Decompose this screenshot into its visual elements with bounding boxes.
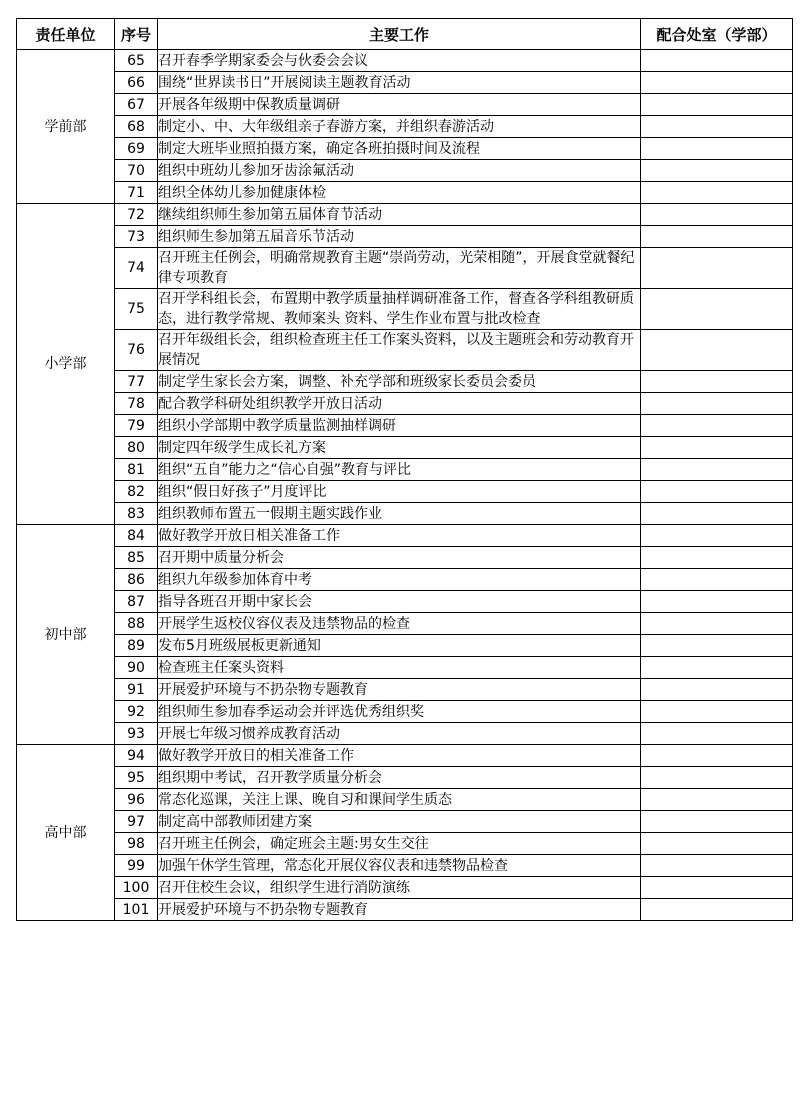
table-row bbox=[17, 459, 793, 481]
main-task-cell: 开展七年级习惯养成教育活动 bbox=[158, 723, 641, 745]
cooperating-office-cell bbox=[641, 613, 793, 635]
header-no: 序号 bbox=[115, 19, 158, 50]
table-row bbox=[17, 525, 793, 547]
table-row bbox=[17, 371, 793, 393]
cooperating-office-cell bbox=[641, 481, 793, 503]
main-task-cell: 组织师生参加第五届音乐节活动 bbox=[158, 226, 641, 248]
table-row bbox=[17, 745, 793, 767]
cooperating-office-cell bbox=[641, 657, 793, 679]
table-row bbox=[17, 701, 793, 723]
cooperating-office-cell bbox=[641, 94, 793, 116]
serial-number-cell: 100 bbox=[115, 877, 158, 899]
serial-number-cell: 98 bbox=[115, 833, 158, 855]
main-task-cell: 常态化巡课，关注上课、晚自习和课间学生质态 bbox=[158, 789, 641, 811]
table-row bbox=[17, 613, 793, 635]
header-task: 主要工作 bbox=[158, 19, 641, 50]
serial-number-cell: 96 bbox=[115, 789, 158, 811]
responsible-unit-cell: 小学部 bbox=[17, 204, 115, 525]
table-row bbox=[17, 503, 793, 525]
table-row bbox=[17, 248, 793, 289]
table-row bbox=[17, 116, 793, 138]
table-row bbox=[17, 330, 793, 371]
main-task-cell: 召开学科组长会，布置期中教学质量抽样调研准备工作，督查各学科组教研质态，进行教学常规、教师案头 资料、学生作业布置与批改检查 bbox=[158, 289, 641, 330]
main-task-cell: 组织全体幼儿参加健康体检 bbox=[158, 182, 641, 204]
main-task-cell: 指导各班召开期中家长会 bbox=[158, 591, 641, 613]
main-task-cell: 组织期中考试，召开教学质量分析会 bbox=[158, 767, 641, 789]
serial-number-cell: 87 bbox=[115, 591, 158, 613]
table-row bbox=[17, 635, 793, 657]
cooperating-office-cell bbox=[641, 393, 793, 415]
cooperating-office-cell bbox=[641, 371, 793, 393]
cooperating-office-cell bbox=[641, 415, 793, 437]
serial-number-cell: 84 bbox=[115, 525, 158, 547]
cooperating-office-cell bbox=[641, 525, 793, 547]
main-task-cell: 开展各年级期中保教质量调研 bbox=[158, 94, 641, 116]
cooperating-office-cell bbox=[641, 330, 793, 371]
work-plan-table bbox=[16, 18, 793, 921]
main-task-cell: 做好教学开放日的相关准备工作 bbox=[158, 745, 641, 767]
main-task-cell: 组织教师布置五一假期主题实践作业 bbox=[158, 503, 641, 525]
serial-number-cell: 65 bbox=[115, 50, 158, 72]
cooperating-office-cell bbox=[641, 833, 793, 855]
serial-number-cell: 77 bbox=[115, 371, 158, 393]
cooperating-office-cell bbox=[641, 50, 793, 72]
serial-number-cell: 68 bbox=[115, 116, 158, 138]
responsible-unit-cell: 高中部 bbox=[17, 745, 115, 921]
table-row bbox=[17, 569, 793, 591]
serial-number-cell: 81 bbox=[115, 459, 158, 481]
serial-number-cell: 71 bbox=[115, 182, 158, 204]
serial-number-cell: 72 bbox=[115, 204, 158, 226]
table-row bbox=[17, 226, 793, 248]
serial-number-cell: 101 bbox=[115, 899, 158, 921]
serial-number-cell: 78 bbox=[115, 393, 158, 415]
cooperating-office-cell bbox=[641, 138, 793, 160]
table-row bbox=[17, 679, 793, 701]
cooperating-office-cell bbox=[641, 767, 793, 789]
responsible-unit-cell: 学前部 bbox=[17, 50, 115, 204]
serial-number-cell: 79 bbox=[115, 415, 158, 437]
main-task-cell: 召开班主任例会，明确常规教育主题“崇尚劳动，光荣相随”，开展食堂就餐纪律专项教育 bbox=[158, 248, 641, 289]
header-coop: 配合处室（学部） bbox=[641, 19, 793, 50]
serial-number-cell: 82 bbox=[115, 481, 158, 503]
table-row bbox=[17, 138, 793, 160]
table-row bbox=[17, 289, 793, 330]
table-row bbox=[17, 657, 793, 679]
table-row bbox=[17, 767, 793, 789]
cooperating-office-cell bbox=[641, 877, 793, 899]
cooperating-office-cell bbox=[641, 745, 793, 767]
serial-number-cell: 91 bbox=[115, 679, 158, 701]
table-row bbox=[17, 50, 793, 72]
main-task-cell: 开展爱护环境与不扔杂物专题教育 bbox=[158, 679, 641, 701]
main-task-cell: 制定四年级学生成长礼方案 bbox=[158, 437, 641, 459]
serial-number-cell: 74 bbox=[115, 248, 158, 289]
main-task-cell: 开展爱护环境与不扔杂物专题教育 bbox=[158, 899, 641, 921]
main-task-cell: 制定高中部教师团建方案 bbox=[158, 811, 641, 833]
table-row bbox=[17, 899, 793, 921]
serial-number-cell: 76 bbox=[115, 330, 158, 371]
table-row bbox=[17, 160, 793, 182]
main-task-cell: 检查班主任案头资料 bbox=[158, 657, 641, 679]
cooperating-office-cell bbox=[641, 437, 793, 459]
table-row bbox=[17, 723, 793, 745]
cooperating-office-cell bbox=[641, 635, 793, 657]
main-task-cell: 制定学生家长会方案，调整、补充学部和班级家长委员会委员 bbox=[158, 371, 641, 393]
cooperating-office-cell bbox=[641, 569, 793, 591]
table-body bbox=[17, 50, 793, 921]
serial-number-cell: 95 bbox=[115, 767, 158, 789]
table-row bbox=[17, 72, 793, 94]
serial-number-cell: 69 bbox=[115, 138, 158, 160]
table-row bbox=[17, 393, 793, 415]
main-task-cell: 组织“五自”能力之“信心自强”教育与评比 bbox=[158, 459, 641, 481]
cooperating-office-cell bbox=[641, 701, 793, 723]
main-task-cell: 开展学生返校仪容仪表及违禁物品的检查 bbox=[158, 613, 641, 635]
cooperating-office-cell bbox=[641, 503, 793, 525]
cooperating-office-cell bbox=[641, 182, 793, 204]
table-row bbox=[17, 437, 793, 459]
cooperating-office-cell bbox=[641, 679, 793, 701]
table-row bbox=[17, 855, 793, 877]
cooperating-office-cell bbox=[641, 899, 793, 921]
main-task-cell: 召开住校生会议，组织学生进行消防演练 bbox=[158, 877, 641, 899]
main-task-cell: 召开期中质量分析会 bbox=[158, 547, 641, 569]
table-row bbox=[17, 415, 793, 437]
main-task-cell: 制定大班毕业照拍摄方案，确定各班拍摄时间及流程 bbox=[158, 138, 641, 160]
serial-number-cell: 67 bbox=[115, 94, 158, 116]
serial-number-cell: 75 bbox=[115, 289, 158, 330]
serial-number-cell: 80 bbox=[115, 437, 158, 459]
responsible-unit-cell: 初中部 bbox=[17, 525, 115, 745]
main-task-cell: 组织中班幼儿参加牙齿涂氟活动 bbox=[158, 160, 641, 182]
cooperating-office-cell bbox=[641, 204, 793, 226]
main-task-cell: 继续组织师生参加第五届体育节活动 bbox=[158, 204, 641, 226]
cooperating-office-cell bbox=[641, 459, 793, 481]
table-row bbox=[17, 547, 793, 569]
table-row bbox=[17, 811, 793, 833]
serial-number-cell: 92 bbox=[115, 701, 158, 723]
main-task-cell: 组织九年级参加体育中考 bbox=[158, 569, 641, 591]
cooperating-office-cell bbox=[641, 591, 793, 613]
serial-number-cell: 70 bbox=[115, 160, 158, 182]
header-unit: 责任单位 bbox=[17, 19, 115, 50]
cooperating-office-cell bbox=[641, 289, 793, 330]
serial-number-cell: 85 bbox=[115, 547, 158, 569]
table-row bbox=[17, 877, 793, 899]
cooperating-office-cell bbox=[641, 248, 793, 289]
main-task-cell: 召开年级组长会，组织检查班主任工作案头资料，以及主题班会和劳动教育开展情况 bbox=[158, 330, 641, 371]
serial-number-cell: 93 bbox=[115, 723, 158, 745]
table-row bbox=[17, 591, 793, 613]
serial-number-cell: 66 bbox=[115, 72, 158, 94]
table-row bbox=[17, 204, 793, 226]
serial-number-cell: 94 bbox=[115, 745, 158, 767]
main-task-cell: 召开班主任例会，确定班会主题:男女生交往 bbox=[158, 833, 641, 855]
main-task-cell: 发布5月班级展板更新通知 bbox=[158, 635, 641, 657]
cooperating-office-cell bbox=[641, 723, 793, 745]
cooperating-office-cell bbox=[641, 855, 793, 877]
table-row bbox=[17, 94, 793, 116]
table-row bbox=[17, 833, 793, 855]
main-task-cell: 做好教学开放日相关准备工作 bbox=[158, 525, 641, 547]
serial-number-cell: 73 bbox=[115, 226, 158, 248]
cooperating-office-cell bbox=[641, 547, 793, 569]
cooperating-office-cell bbox=[641, 72, 793, 94]
serial-number-cell: 86 bbox=[115, 569, 158, 591]
main-task-cell: 围绕“世界读书日”开展阅读主题教育活动 bbox=[158, 72, 641, 94]
main-task-cell: 加强午休学生管理，常态化开展仪容仪表和违禁物品检查 bbox=[158, 855, 641, 877]
main-task-cell: 配合教学科研处组织教学开放日活动 bbox=[158, 393, 641, 415]
cooperating-office-cell bbox=[641, 116, 793, 138]
main-task-cell: 组织小学部期中教学质量监测抽样调研 bbox=[158, 415, 641, 437]
serial-number-cell: 89 bbox=[115, 635, 158, 657]
table-row bbox=[17, 789, 793, 811]
serial-number-cell: 99 bbox=[115, 855, 158, 877]
table-row bbox=[17, 182, 793, 204]
cooperating-office-cell bbox=[641, 226, 793, 248]
cooperating-office-cell bbox=[641, 160, 793, 182]
main-task-cell: 制定小、中、大年级组亲子春游方案，并组织春游活动 bbox=[158, 116, 641, 138]
serial-number-cell: 83 bbox=[115, 503, 158, 525]
main-task-cell: 组织“假日好孩子”月度评比 bbox=[158, 481, 641, 503]
main-task-cell: 召开春季学期家委会与伙委会会议 bbox=[158, 50, 641, 72]
cooperating-office-cell bbox=[641, 789, 793, 811]
table-row bbox=[17, 481, 793, 503]
serial-number-cell: 90 bbox=[115, 657, 158, 679]
serial-number-cell: 88 bbox=[115, 613, 158, 635]
header-row bbox=[17, 19, 793, 50]
serial-number-cell: 97 bbox=[115, 811, 158, 833]
main-task-cell: 组织师生参加春季运动会并评选优秀组织奖 bbox=[158, 701, 641, 723]
cooperating-office-cell bbox=[641, 811, 793, 833]
